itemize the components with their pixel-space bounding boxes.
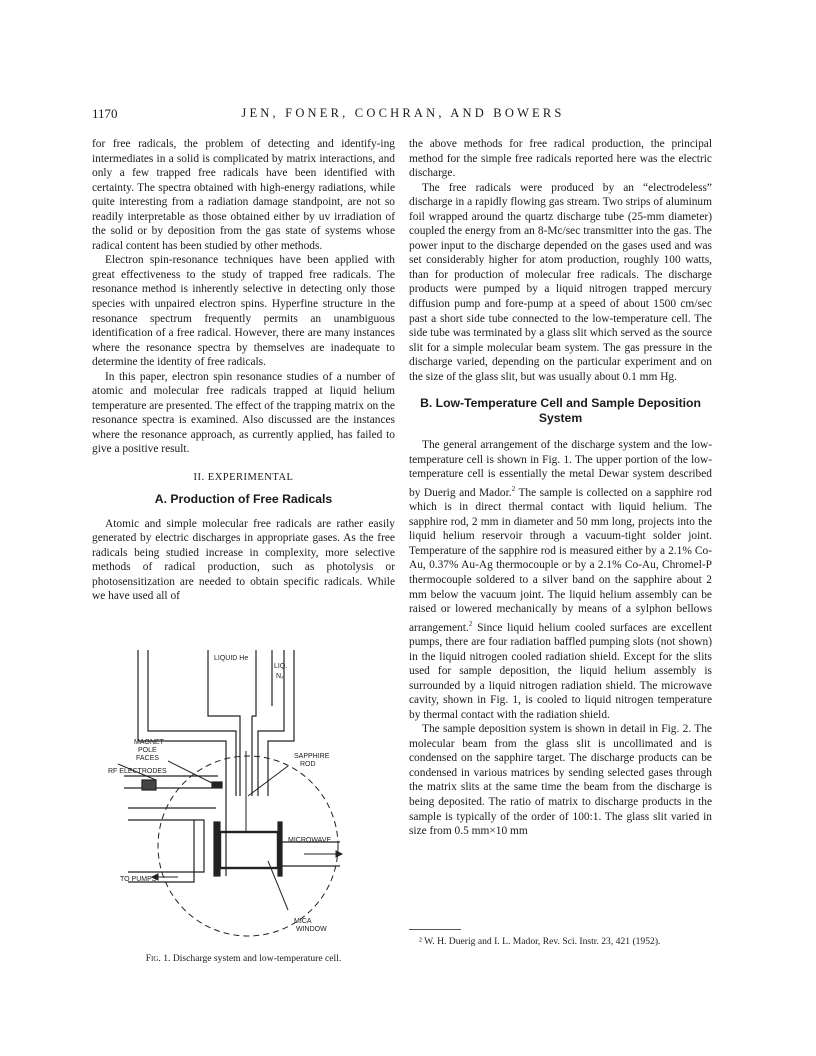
paragraph: Electron spin-resonance techniques have been applied with great effectiveness to the study of trapped free radicals. The resonance method is inherently selective in detecting only those species with unpaired electron spins. Hyperfine structure in the resonance spectrum frequently permits an unambiguous identification of a free radical. However, there are many instances where the resonance spectra by themselves are inadequate to determine the identity of free radicals. — [92, 254, 395, 369]
running-title: JEN, FONER, COCHRAN, AND BOWERS — [241, 106, 565, 120]
subsection-heading: B. Low-Temperature Cell and Sample Deposition System — [420, 396, 701, 426]
reference-marker: 2 — [468, 619, 473, 628]
label-rod: ROD — [300, 761, 316, 768]
discharge-system-diagram — [108, 646, 388, 946]
label-to-pumps: TO PUMPS — [120, 876, 157, 883]
reference-marker: 2 — [511, 484, 516, 493]
page-header — [92, 106, 714, 124]
paragraph: The free radicals were produced by an “electrodeless” discharge in a rapidly flowing gas stream. Two strips of aluminum foil wrapped around the quartz discharge tube (25-mm diameter) coupled the energy from an 8-Mc/sec transmitter into the gas. The power input to the discharge depended on the gases used and was set considerably higher for atom production, roughly 100 watts, than for production of molecular free radicals. The discharge products were pumped by a liquid nitrogen trapped mercury diffusion pump and fore-pump at a speed of about 1500 cm/sec past a short side tube connected to the low-temperature cell. The side tube was terminated by a glass slit which served as the source slit for a simple molecular beam system. The gas pressure in the discharge varied, depending on the particular experiment and on the size of the glass slit, but was usually about 0.1 mm Hg. — [409, 181, 712, 383]
caption-figure-number: Fig. 1. — [145, 953, 171, 964]
label-mica: MICA — [294, 918, 312, 925]
right-column — [409, 137, 712, 839]
caption-text: Discharge system and low-temperature cell. — [170, 953, 342, 964]
label-window: WINDOW — [296, 926, 327, 933]
paragraph: Atomic and simple molecular free radicals are rather easily generated by electric discharges in appropriate gases. As the free radicals being studied increase in complexity, more selective methods of radical production, such as photolysis or photosensitization are needed to obtain specific radicals. While we have used all of — [92, 517, 395, 603]
paragraph: for free radicals, the problem of detecting and identify-ing intermediates in a solid is complicated by matrix interactions, and only a few trapped free radicals have been identified with certainty. The spectra obtained with high-energy radiations, while quite interesting from a radiation damage standpoint, are not so readily interpretable as those obtained either by uv irradiation of the solid or by deposition from the gas state of systems whose radical content has been studied by other methods. — [92, 138, 395, 252]
label-pole: POLE — [138, 747, 157, 754]
figure-caption — [92, 953, 395, 964]
paragraph: In this paper, electron spin resonance studies of a number of atomic and molecular free radicals trapped at liquid helium temperature are presented. The effect of the trapping matrix on the resonance spectra is examined. Also discussed are the instances where the resonance approach, as currently applied, has failed to give a positive result. — [92, 370, 395, 456]
label-faces: FACES — [136, 755, 159, 762]
paragraph: the above methods for free radical production, the principal method for the simple free radicals reported here was the electric discharge. — [409, 138, 712, 180]
label-n2: N₂ — [276, 673, 284, 680]
section-heading: II. EXPERIMENTAL — [193, 472, 294, 484]
page-number: 1170 — [92, 106, 118, 121]
label-liquid-he: LIQUID He — [214, 655, 249, 662]
label-sapphire: SAPPHIRE — [294, 753, 330, 760]
left-column — [92, 137, 395, 604]
label-rf-electrodes: RF ELECTRODES — [108, 768, 167, 775]
footnote: ² W. H. Duerig and I. L. Mador, Rev. Sci. Instr. 23, 421 (1952). — [419, 936, 661, 947]
paragraph-text: Since liquid helium cooled surfaces are excellent pumps, there are four radiation baffled pumping slots (not shown) in the liquid nitrogen cooled radiation shield. Except for the slits used for sample deposition, the liquid helium assembly is surrounded by a liquid nitrogen radiation shield. The microwave cavity, shown in Fig. 1, is cooled to liquid nitrogen temperature by thermal contact with the radiation shield. — [409, 621, 712, 721]
label-magnet: MAGNET — [134, 739, 164, 746]
figure-1 — [108, 646, 388, 946]
paragraph-text: The general arrangement of the discharge system and the low-temperature cell is shown in Fig. 1. The upper portion of the low-temperature cell is essentially the metal Dewar system described by Duerig and Mador. — [409, 439, 712, 499]
footnote-rule — [409, 929, 461, 930]
paragraph — [409, 438, 712, 722]
label-microwave: MICROWAVE — [288, 837, 332, 844]
paragraph: The sample deposition system is shown in detail in Fig. 2. The molecular beam from the glass slit is uncollimated and is condensed on the sapphire target. The discharge products can be condensed in various matrices by sending selected gases through the matrix slits at the same time the beam from the discharge is being deposited. The ratio of matrix to discharge products in the sample is typically of the order of 100:1. The glass slit varied in size from 0.5 mm×10 mm — [409, 723, 712, 838]
subsection-heading: A. Production of Free Radicals — [154, 491, 333, 506]
label-liq: LIQ. — [274, 663, 288, 670]
paragraph-text: The sample is collected on a sapphire rod which is in direct thermal contact with liquid helium. The sapphire rod, 2 mm in diameter and 50 mm long, projects into the liquid helium reservoir through a vacuum-tight solder joint. Temperature of the sapphire rod is measured either by a 2.1% Co-Au, 0.37% Au-Ag thermocouple or by a 2.1% Co-Au, Chromel-P thermocouple soldered to a silver band on the sapphire about 2 mm below the vacuum joint. The liquid helium assembly can be raised or lowered mechanically by means of a sylphon bellows arrangement. — [409, 486, 712, 634]
